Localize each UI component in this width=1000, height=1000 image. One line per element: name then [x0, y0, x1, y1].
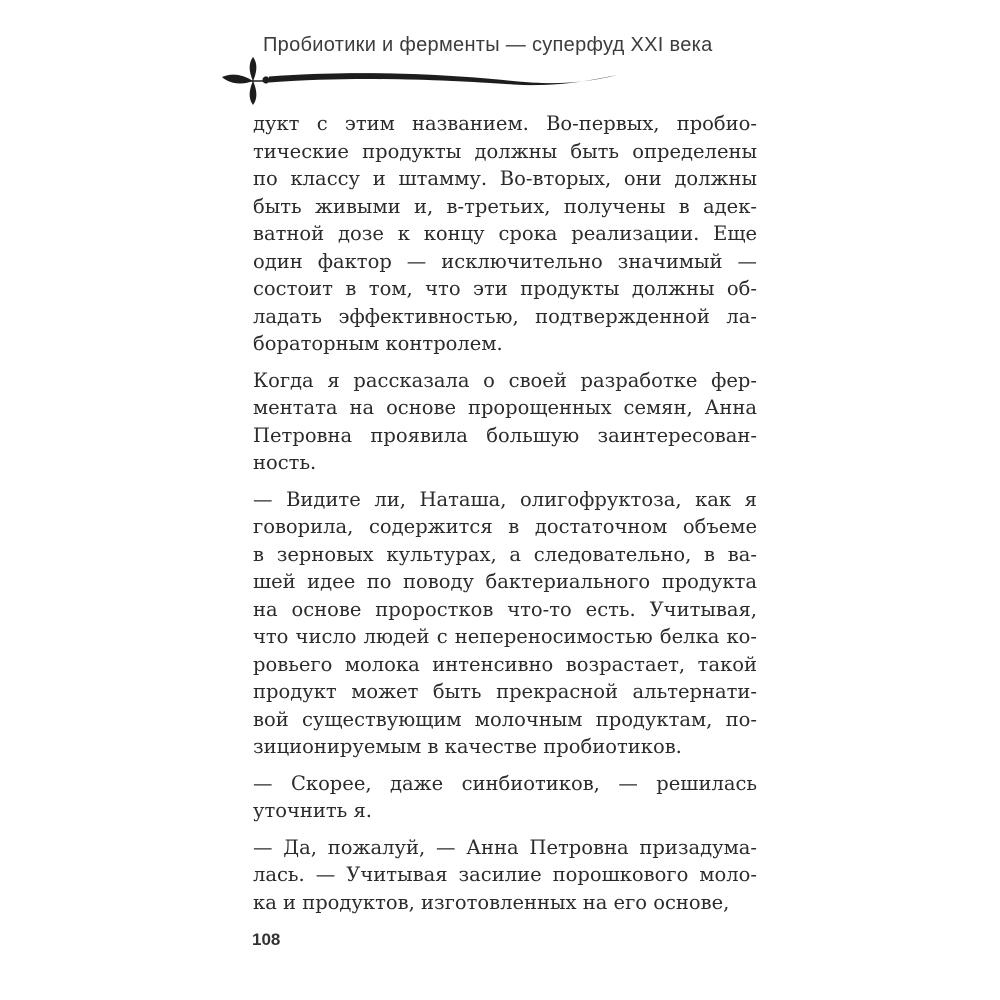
text-line: ладать эффективностью, подтвержденной ла-: [253, 304, 757, 328]
paragraph: [253, 834, 757, 917]
text-line: говорила, содержится в достаточном объеме: [253, 515, 757, 538]
text-line: вой существующим молочным продуктам, по-: [253, 707, 757, 731]
flourish-ornament-icon: [221, 54, 621, 108]
text-line: лась. — Учитывая засилие порошкового моло-: [253, 863, 757, 886]
text-line: ровьего молока интенсивно возрастает, такой: [253, 652, 757, 676]
text-line: по классу и штамму. Во-вторых, они должны: [253, 167, 757, 190]
text-line: дукт с этим названием. Во-первых, пробио-: [253, 112, 757, 135]
text-line: в зерновых культурах, а следовательно, в ва-: [253, 542, 757, 566]
text-line: Когда я рассказала о своей разработке фер-: [253, 368, 757, 392]
text-line: — Скорее, даже синбиотиков, — решилась: [253, 771, 757, 795]
paragraph: [253, 486, 757, 761]
text-line: состоит в том, что эти продукты должны об-: [253, 277, 757, 300]
text-line: шей идее по поводу бактериального продукта: [253, 570, 757, 593]
text-line: на основе проростков что-то есть. Учитывая,: [253, 597, 757, 621]
page-number: 108: [252, 930, 281, 949]
text-line: ватной дозе к концу срока реализации. Еще: [253, 222, 757, 245]
text-line: Петровна проявила большую заинтересован-: [253, 423, 757, 447]
text-line: быть живыми и, в-третьих, получены в адек-: [253, 194, 757, 218]
text-line: бораторным контролем.: [253, 332, 503, 355]
text-line: ность.: [253, 451, 317, 474]
text-line: один фактор — исключительно значимый —: [253, 249, 757, 273]
body-text: [253, 110, 757, 916]
running-header: Пробиотики и ферменты — суперфуд XXI века: [263, 34, 713, 56]
text-line: продукт может быть прекрасной альтернати-: [253, 680, 757, 703]
text-line: уточнить я.: [253, 799, 372, 822]
text-line: ментата на основе пророщенных семян, Анна: [253, 396, 757, 419]
text-line: — Да, пожалуй, — Анна Петровна призадума-: [253, 835, 757, 859]
text-line: ка и продуктов, изготовленных на его основе,: [253, 890, 730, 914]
text-line: что число людей с непереносимостью белка ко-: [253, 625, 757, 648]
text-line: тические продукты должны быть определены: [253, 139, 757, 163]
text-line: зиционируемым в качестве пробиотиков.: [253, 735, 682, 758]
text-line: — Видите ли, Наташа, олигофруктоза, как я: [253, 487, 757, 511]
paragraph: [253, 770, 757, 825]
paragraph: [253, 367, 757, 477]
paragraph: [253, 110, 757, 358]
